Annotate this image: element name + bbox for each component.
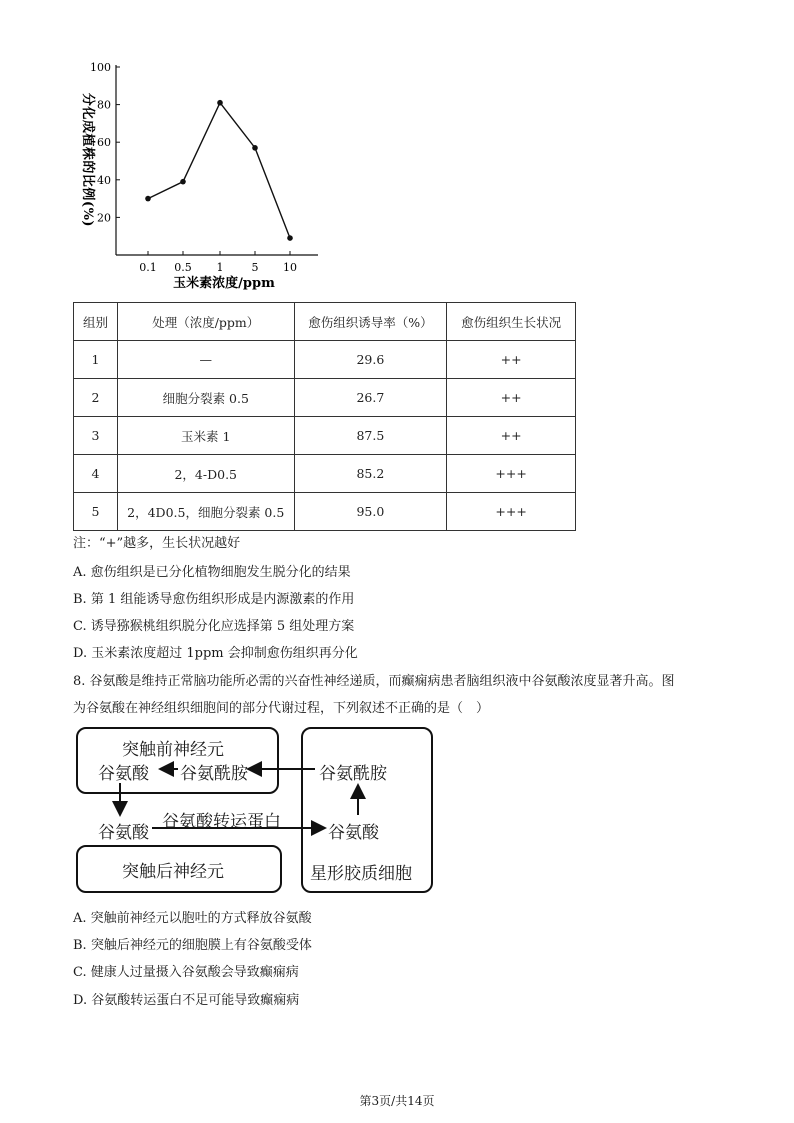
table-cell: 4 — [74, 455, 118, 493]
table-cell: 95.0 — [294, 493, 447, 531]
table-header-cell: 愈伤组织生长状况 — [447, 303, 576, 341]
y-tick-label: 100 — [90, 61, 111, 74]
diagram-arrows — [70, 723, 440, 898]
glutamate-astrocyte: 谷氨酸 — [328, 823, 379, 843]
q8-option-a: A. 突触前神经元以胞吐的方式释放谷氨酸 — [73, 911, 312, 926]
table-cell: 玉米素 1 — [117, 417, 294, 455]
data-point — [287, 235, 293, 241]
data-table — [73, 302, 576, 531]
table-note: 注：“+”越多，生长状况越好 — [73, 536, 241, 551]
table-cell: +++ — [447, 493, 576, 531]
series-line — [148, 103, 290, 238]
q8-option-d: D. 谷氨酸转运蛋白不足可能导致癫痫病 — [73, 993, 300, 1008]
table-cell: 85.2 — [294, 455, 447, 493]
line-chart — [60, 50, 340, 295]
table-cell: 2 — [74, 379, 118, 417]
table-cell: 2，4-D0.5 — [117, 455, 294, 493]
table-header-cell: 愈伤组织诱导率（%） — [294, 303, 447, 341]
q7-option-a: A. 愈伤组织是已分化植物细胞发生脱分化的结果 — [73, 565, 351, 580]
glutamate-presynaptic: 谷氨酸 — [98, 764, 149, 784]
glutamine-astrocyte: 谷氨酰胺 — [319, 764, 387, 784]
x-tick-label: 1 — [216, 261, 224, 274]
page-footer: 第3页/共14页 — [359, 1094, 435, 1108]
x-tick-label: 0.1 — [139, 261, 157, 274]
q8-stem-line2: 为谷氨酸在神经组织细胞间的部分代谢过程，下列叙述不正确的是（ ） — [73, 701, 490, 716]
table-header-cell: 处理（浓度/ppm） — [117, 303, 294, 341]
x-tick-label: 5 — [251, 261, 259, 274]
table-row — [74, 455, 576, 493]
table-row — [74, 379, 576, 417]
data-point — [180, 179, 186, 185]
table-header-cell: 组别 — [74, 303, 118, 341]
data-point — [145, 196, 151, 202]
postsynaptic-label: 突触后神经元 — [122, 862, 224, 882]
glutamine-presynaptic: 谷氨酰胺 — [180, 764, 248, 784]
y-tick-label: 20 — [97, 211, 111, 225]
x-tick-label: 0.5 — [174, 261, 192, 274]
y-tick-label: 60 — [97, 136, 111, 150]
table-cell: +++ — [447, 455, 576, 493]
q7-option-c: C. 诱导猕猴桃组织脱分化应选择第 5 组处理方案 — [73, 619, 355, 634]
table-cell: 29.6 — [294, 341, 447, 379]
table-row — [74, 341, 576, 379]
glutamate-metabolism-diagram — [70, 723, 440, 898]
presynaptic-label: 突触前神经元 — [122, 740, 224, 760]
data-point — [217, 100, 223, 106]
table-row — [74, 493, 576, 531]
q8-option-c: C. 健康人过量摄入谷氨酸会导致癫痫病 — [73, 965, 299, 980]
table-cell: — — [117, 341, 294, 379]
q8-stem-line1: 8. 谷氨酸是维持正常脑功能所必需的兴奋性神经递质，而癫痫病患者脑组织液中谷氨酸浓度显著升高。图 — [73, 674, 675, 689]
table-cell: ++ — [447, 341, 576, 379]
x-axis-label: 玉米素浓度/ppm — [173, 276, 275, 291]
data-point — [252, 145, 258, 151]
q7-option-b: B. 第 1 组能诱导愈伤组织形成是内源激素的作用 — [73, 592, 355, 607]
table-row — [74, 417, 576, 455]
y-tick-label: 40 — [97, 173, 111, 187]
transporter-label: 谷氨酸转运蛋白 — [162, 812, 281, 832]
table-cell: 5 — [74, 493, 118, 531]
y-axis-label: 分化成植株的比例(%) — [80, 92, 95, 228]
table-cell: 3 — [74, 417, 118, 455]
astrocyte-label: 星形胶质细胞 — [310, 864, 412, 884]
table-cell: 1 — [74, 341, 118, 379]
table-header-row — [74, 303, 576, 341]
q8-option-b: B. 突触后神经元的细胞膜上有谷氨酸受体 — [73, 938, 312, 953]
table-cell: 26.7 — [294, 379, 447, 417]
q7-option-d: D. 玉米素浓度超过 1ppm 会抑制愈伤组织再分化 — [73, 646, 358, 661]
y-tick-label: 80 — [97, 98, 111, 112]
glutamate-cleft: 谷氨酸 — [98, 823, 149, 843]
table-cell: 2，4D0.5，细胞分裂素 0.5 — [117, 493, 294, 531]
table-cell: ++ — [447, 379, 576, 417]
table-cell: ++ — [447, 417, 576, 455]
x-tick-label: 10 — [283, 261, 297, 274]
table-cell: 细胞分裂素 0.5 — [117, 379, 294, 417]
table-cell: 87.5 — [294, 417, 447, 455]
